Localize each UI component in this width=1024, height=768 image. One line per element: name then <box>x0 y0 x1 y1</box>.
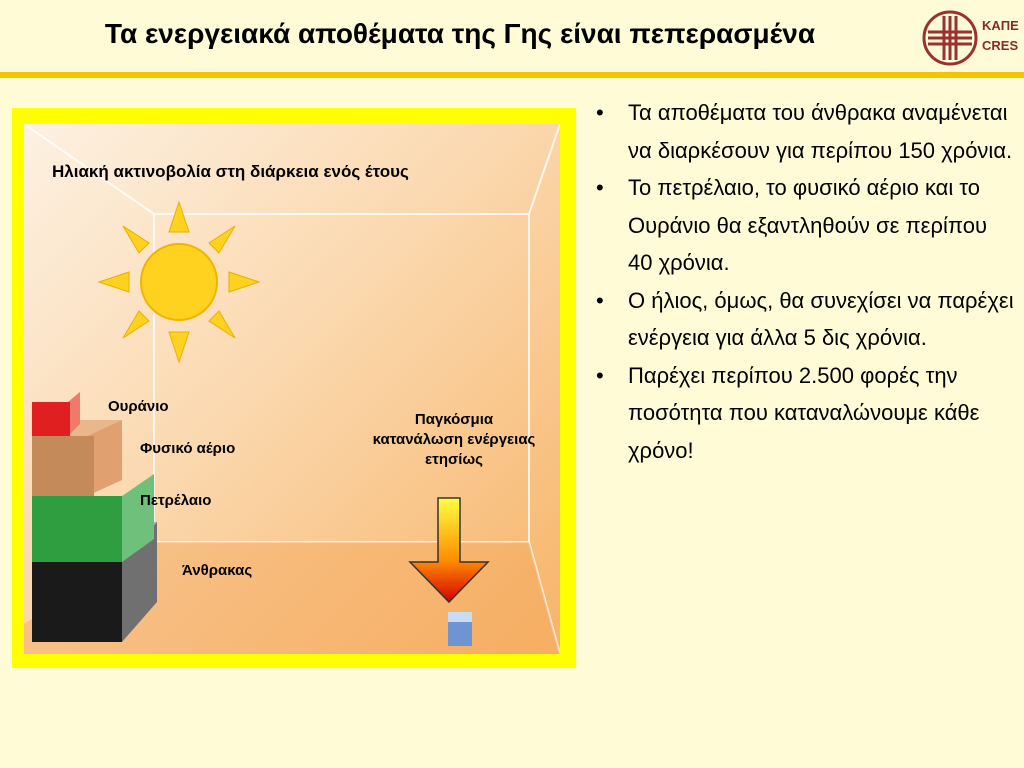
oil-label: Πετρέλαιο <box>140 492 212 509</box>
sun-icon <box>99 202 259 362</box>
consumption-label-line: ετησίως <box>425 451 483 468</box>
cres-logo <box>920 8 1024 68</box>
solar-radiation-label: Ηλιακή ακτινοβολία στη διάρκεια ενός έτους <box>52 162 409 181</box>
slide-title: Τα ενεργειακά αποθέματα της Γης είναι πεπερασμένα <box>104 18 816 49</box>
uranium-block <box>32 392 80 436</box>
logo-text-latin: CRES <box>982 38 1019 53</box>
gas-label: Φυσικό αέριο <box>140 440 236 457</box>
logo-emblem-icon <box>922 10 978 66</box>
consumption-label-line: κατανάλωση ενέργειας <box>372 431 536 448</box>
consumption-label-line: Παγκόσμια <box>414 411 494 428</box>
title-underline <box>0 72 1024 78</box>
logo-text-greek: ΚΑΠΕ <box>982 18 1019 33</box>
uranium-label: Ουράνιο <box>108 398 169 415</box>
bullet-item: • Ο ήλιος, όμως, θα συνεχίσει να παρέχει ενέργεια για άλλα 5 δις χρόνια. <box>596 282 1016 357</box>
bullet-item: • Τα αποθέματα του άνθρακα αναμένεται να διαρκέσουν για περίπου 150 χρόνια. <box>596 94 1016 169</box>
bullet-item: • Το πετρέλαιο, το φυσικό αέριο και το Ουράνιο θα εξαντληθούν σε περίπου 40 χρόνια. <box>596 169 1016 282</box>
bullet-item: • Παρέχει περίπου 2.500 φορές την ποσότητα που καταναλώνουμε κάθε χρόνο! <box>596 357 1016 470</box>
consumption-label <box>340 410 568 470</box>
consumption-block <box>448 612 472 646</box>
coal-label: Άνθρακας <box>182 562 253 579</box>
bullet-list <box>596 94 1016 469</box>
energy-room-illustration <box>24 124 560 654</box>
